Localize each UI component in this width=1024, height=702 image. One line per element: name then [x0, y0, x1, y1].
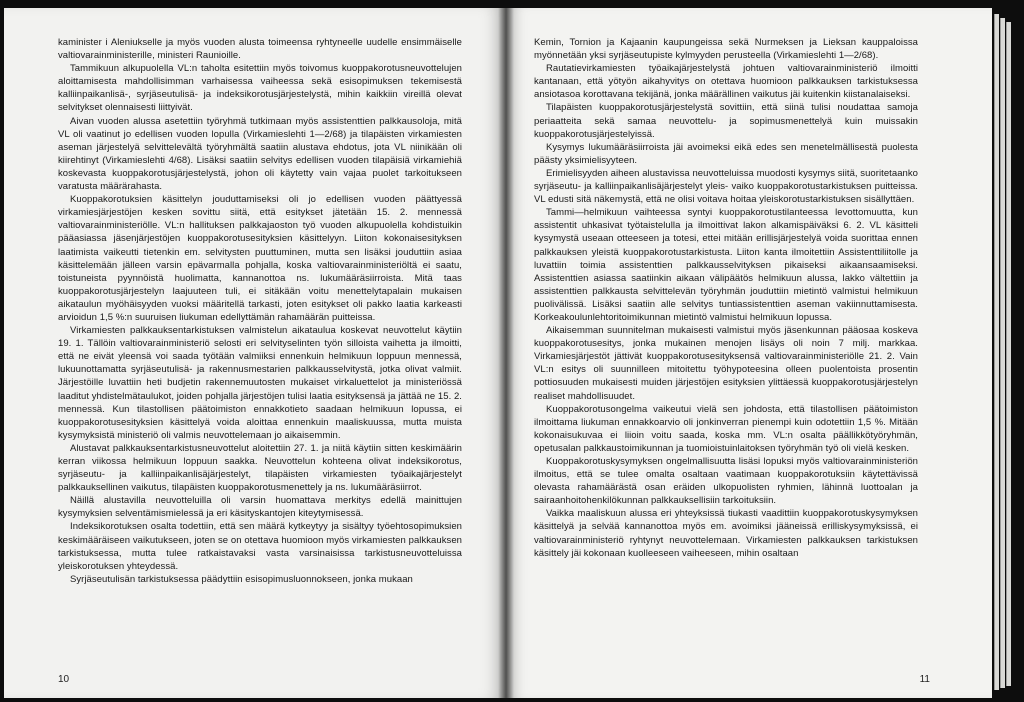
paragraph: Tilapäisten kuoppakorotusjärjestelystä sovittiin, että siinä tulisi noudattaa samoja periaatteita sekä samaa neuvottelu- ja sopimusmenettelyä kuin muissakin kuoppakorotusjärjestelyissä.	[534, 102, 918, 140]
paragraph: Indeksikorotuksen osalta todettiin, että sen määrä kytkeytyy ja sisältyy työehtosopimuksien keskimääräiseen vaikutukseen, joten se on otettava huomioon myös virkamiesten palkkauksen tarkistuksessa, mutta tulee ratkaistavaksi vasta varsinaisissa tarkistusneuvotteluissa yleiskorotuksen yhteydessä.	[58, 521, 462, 572]
paragraph: Aivan vuoden alussa asetettiin työryhmä tutkimaan myös assistenttien palkkausoloja, mitä VL oli vaatinut jo edellisen vuoden lopulla (Virkamieslehti 1—2/68) ja tilapäisten virkamiesten aseman järjestelyä selvittelevältä työryhmältä saatiin alustava ehdotus, jota VL niinikään oli kiirehtinyt (Virkamieslehti 4/68). Lisäksi saatiin selvitys edellisen vuoden tilapäisiä virkamiehiä koskevasta kuoppakorotusjärjestelystä, johon oli käytetty vain vajaa puolet tarkoitukseen varatusta määrärahasta.	[58, 115, 462, 193]
paragraph: Rautatievirkamiesten työaikajärjestelystä johtuen valtiovarainministeriö ilmoitti kantanaan, että yötyön aikahyvitys on otettava huomioon palkkauksen tarkistuksessa ansiotasoa korottavana tekijänä, jonka määrällinen vaikutus jäi kuitenkin kiistanalaiseksi.	[534, 63, 918, 101]
page-edge	[1006, 22, 1011, 686]
paragraph: kaminister i Aleniukselle ja myös vuoden alusta toimeensa ryhtyneelle uudelle ensimmäiselle valtiovarainministerille, ministeri Raunioille.	[58, 37, 462, 62]
paragraph: Kuoppakorotuksien käsittelyn jouduttamiseksi oli jo edellisen vuoden päättyessä virkamiesjärjestöjen kesken sovittu siitä, että esitykset jätetään 15. 2. mennessä valtiovarainministeriölle. VL:n hallituksen palkkajaoston työ vuoden alkupuolella kohdistuikin pääasiassa jäsenjärjestöjen kuoppakorotusesityksien käsittelyyn. Liiton kokonaisesityksen laatimista vaikeutti tietenkin em. selvitysten puuttuminen, mutta sen lisäksi jouduttiin asiaa käsittelemään jälleen varsin epävarmalla pohjalla, koska valtiovarainministeriöltä ei saatu, toistuneista pyynnöistä huolimatta, kannanottoa ns. lukumääräsiirroista. Mitä taas kuoppakorotusjärjestelyn laajuuteen tuli, ei sitäkään voitu menettelytapalain mukaisen aikataulun myöhäisyyden vuoksi määritellä tarkasti, joten esitykset oli pakko laatia karkeasti arvioidun 1,5 %:n suuruisen liukuman edellyttämän rahamäärän puitteissa.	[58, 194, 462, 323]
page-edge	[994, 14, 999, 690]
paragraph: Näillä alustavilla neuvotteluilla oli varsin huomattava merkitys edellä mainittujen kysymyksien selventämismielessä ja eri käsityskantojen kiteytymisessä.	[58, 495, 462, 520]
paragraph: Kuoppakorotuskysymyksen ongelmallisuutta lisäsi lopuksi myös valtiovarainministeriön ilmoitus, että se tulee omalta osaltaan vaatimaan kuoppakorotuksiin käytettävissä olevasta rahamäärästä osan eräiden ulkopuolisten ryhmien, lähinnä luottoalan ja sairaanhoitohenkilökunnan palkkauksellisiin tarkoituksiin.	[534, 456, 918, 507]
paragraph: Syrjäseutulisän tarkistuksessa päädyttiin esisopimusluonnokseen, jonka mukaan	[70, 573, 413, 585]
paragraph: Vaikka maaliskuun alussa eri yhteyksissä tiukasti vaadittiin kuoppakorotuskysymyksen käsittelyä ja selvää kannanottoa myös em. avoimiksi jääneissä erilliskysymyksissä, ei valtiovarainministeriö ryhtynyt neuvottelemaan. Virkamiesten palkkauksen tarkistuksen käsittely jäi kokonaan kuolleeseen vaiheeseen, mihin osaltaan	[534, 508, 918, 559]
paragraph: Virkamiesten palkkauksentarkistuksen valmistelun aikataulua koskevat neuvottelut käytiin 19. 1. Tällöin valtiovarainministeriö selosti eri selvityselinten työn silloista vaihetta ja ilmoitti, että ne eivät yleensä voi saada työtään valmiiksi ennenkuin helmikuun loppuun mennessä, lukuunottamatta syrjäseutulisä- ja rakennusmestarien palkkausselvitystä, jotka olivat valmiit. Järjestöille luvattiin heti budjetin rakennemuutosten mukaiset virkaluettelot ja ministeriössä laaditut yhdistelmätaulukot, joiden pohjalla järjestöjen tulisi laatia esityksensä ja jättää ne 15. 2. mennessä. Kun tilastollisen päätoimiston ennakkotieto saadaan helmikuun lopussa, ei kuoppakorotusesityksien käsittelyä voida aloittaa ennenkuin maaliskuussa, mutta muista kysymyksistä ministeriö oli valmis neuvottelemaan jo aikaisemmin.	[58, 325, 462, 441]
page-number: 11	[919, 674, 930, 685]
book-spread	[4, 8, 1016, 698]
paragraph: Erimielisyyden aiheen alustavissa neuvotteluissa muodosti kysymys siitä, suoritetaanko syrjäseutu- ja kalliinpaikanlisäjärjestelyt yleis- vaiko kuoppakorotustarkistuksen puitteissa. VL edusti sitä näkemystä, että ne olisi voitava hoitaa yleiskorotustarkistuksen sisällyttäen.	[534, 167, 918, 206]
right-page	[506, 8, 992, 698]
book-gutter	[498, 8, 514, 698]
paragraph: Tammikuun alkupuolella VL:n taholta esitettiin myös toivomus kuoppakorotusneuvottelujen aloittamisesta mahdollisimman varhaisessa vaiheessa sekä esisopimuksen tekemisestä kalliinpaikanlisä-, syrjäseutulisä- ja indeksikorotusjärjestelystä, mihin kaikkiin vireillä olevat selvitykset olennaisesti liittyivät.	[58, 63, 462, 114]
left-page	[4, 8, 506, 698]
paragraph: Kysymys lukumääräsiirroista jäi avoimeksi eikä edes sen menetelmällisestä puolesta päästy yksimielisyyteen.	[534, 141, 918, 166]
paragraph: Tammi—helmikuun vaihteessa syntyi kuoppakorotustilanteessa levottomuutta, kun assistentit uhkasivat työtaistelulla ja ilmoittivat lakon alkamispäiväksi 6. 2. VL käsitteli kysymystä useaan otteeseen ja totesi, ettei mitään erillisjärjestelyä voida suorittaa ennen palkkauksen yleistä kuoppakorotustarkistusta. Liiton kanta ilmoitettiin Assistenttiliitolle ja luvattiin toimia assistenttien palkkausselvityksen pikaiseksi aikaansaamiseksi. Assistenttien asiassa saatiinkin aikaan välipäätös helmikuun alussa, lakko vältettiin ja assistenttien palkkausta selvittelevän työryhmän jouduttiin mietintö valmistui helmikuun puolivälissä. Lisäksi saatiin alle selvitys tuntiassistenttien aseman vakiinnuttamisesta. Korkeakoulunlehtoritoimikunnan mietintö valmistui helmikuun lopussa.	[534, 207, 918, 323]
page-number: 10	[58, 674, 70, 685]
page-edge	[1000, 18, 1005, 688]
right-text-column	[534, 36, 918, 560]
paragraph: Kuoppakorotusongelma vaikeutui vielä sen johdosta, että tilastollisen päätoimiston ilmoittama liukuman ennakkoarvio oli jonkinverran pienempi kuin odotettiin 1,5 %. Mitään kokonaisukuvaa ei liioin voitu saada, koska mm. VL:n osalta päällikkötyöryhmän, opetusalan palkkaustoimikunnan ja tuomioistuinlaitoksen työryhmän työ oli vielä kesken.	[534, 403, 918, 454]
paragraph: Aikaisemman suunnitelman mukaisesti valmistui myös jäsenkunnan pääosaa koskeva kuoppakorotusesitys, jonka mukainen menojen lisäys oli noin 7 milj. markkaa. Virkamiesjärjestöt jättivät kuoppakorotusesityksensä valtiovarainministeriölle 21. 2. Vain VL:n esitys oli suunnilleen mitoitettu työhypoteesina olleen puolentoista prosentin pottiosuuden mukaisesti muiden järjestöjen esityksien ylittäessä kuoppakorotusjärjestelyn realiset mahdollisuudet.	[534, 325, 918, 402]
left-text-column	[58, 36, 462, 586]
paragraph: Kemin, Tornion ja Kajaanin kaupungeissa sekä Nurmeksen ja Lieksan kauppaloissa myönnetään yksi syrjäseutupiste kylmyyden perusteella (Virkamieslehti 1—2/68).	[534, 37, 918, 62]
paragraph: Alustavat palkkauksentarkistusneuvottelut aloitettiin 27. 1. ja niitä käytiin sitten keskimäärin kerran viikossa helmikuun loppuun saakka. Neuvottelun kohteena olivat indeksikorotus, syrjäseutu- ja kalliinpaikanlisäjärjestelyt, tilapäisten virkamiesten työaikajärjestelyt palkkauksellinen vaikutus, tilapäisten kuoppakorotusmenettely ja ns. lukumääräsiirrot.	[58, 442, 462, 494]
